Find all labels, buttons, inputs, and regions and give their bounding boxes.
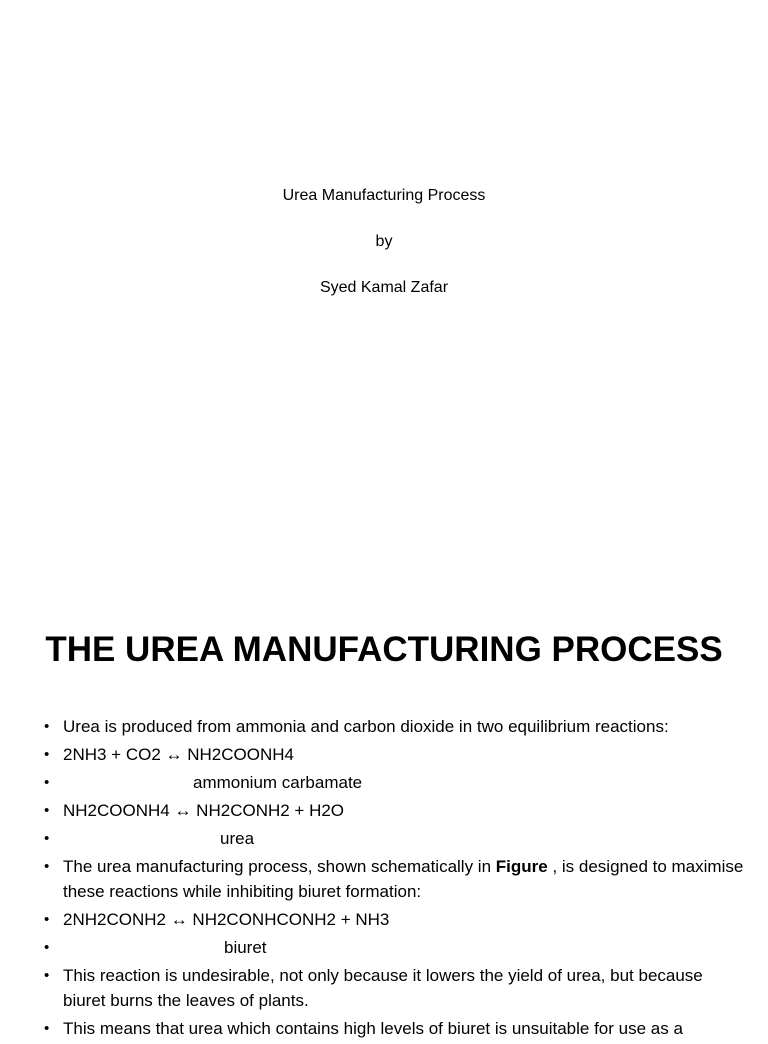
bullet-item: [44, 935, 744, 960]
bullet-list: [44, 714, 744, 1044]
bullet-text: This reaction is undesirable, not only because it lowers the yield of urea, but because biuret burns the leaves of plants.: [63, 966, 703, 1010]
content-slide: [0, 590, 768, 1038]
compound-label: urea: [220, 829, 255, 848]
equation-text: 2NH3 + CO2 ↔ NH2COONH4: [63, 745, 294, 764]
bullet-item: [44, 714, 744, 739]
figure-ref: Figure: [495, 857, 548, 876]
bullet-item: [44, 770, 744, 795]
bullet-item: [44, 826, 744, 851]
bullet-item: [44, 854, 744, 904]
bullet-text: Urea is produced from ammonia and carbon dioxide in two equilibrium reactions:: [63, 717, 669, 736]
bullet-item: [44, 1016, 744, 1041]
slide-title: Urea Manufacturing Process: [282, 187, 486, 204]
content-heading: THE UREA MANUFACTURING PROCESS: [45, 630, 723, 669]
bullet-item: [44, 907, 744, 932]
bullet-item: [44, 742, 744, 767]
bullet-text: , is designed to maximise these reactions while inhibiting biuret formation:: [63, 857, 744, 901]
slide-by: by: [375, 233, 393, 250]
equation-text: NH2COONH4 ↔ NH2CONH2 + H2O: [63, 801, 345, 820]
slide-author: Syed Kamal Zafar: [319, 279, 449, 296]
bullet-item: [44, 963, 744, 1013]
bullet-text: This means that urea which contains high levels of biuret is unsuitable for use as a: [63, 1019, 683, 1038]
bullet-item: [44, 798, 744, 823]
compound-label: ammonium carbamate: [193, 773, 363, 792]
bullet-text: The urea manufacturing process, shown schematically in: [63, 857, 496, 876]
compound-label: biuret: [224, 938, 267, 957]
equation-text: 2NH2CONH2 ↔ NH2CONHCONH2 + NH3: [63, 910, 390, 929]
